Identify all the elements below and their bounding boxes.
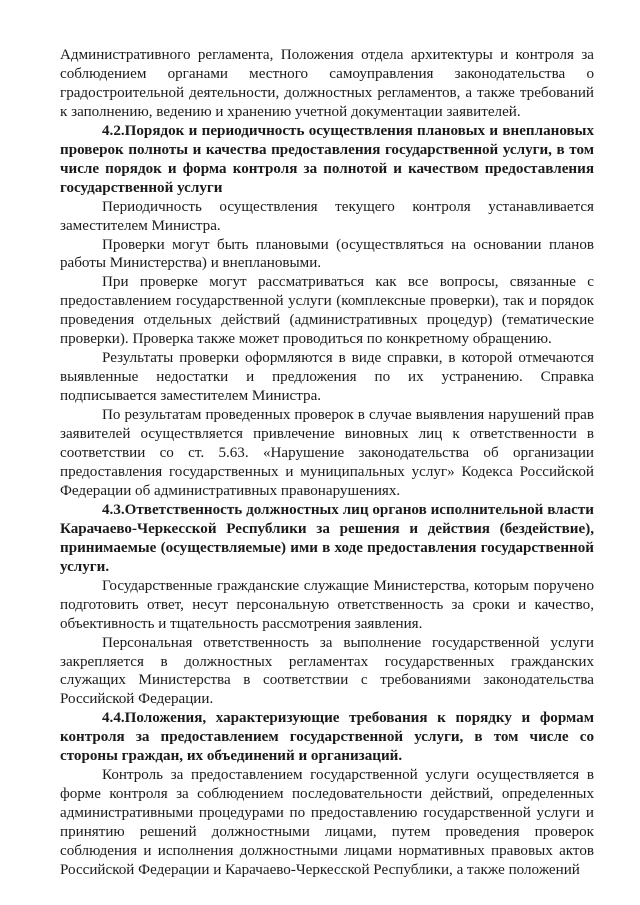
section-heading-4-4: 4.4.Положения, характеризующие требования к порядку и формам контроля за предоставлением государственной услуги, в том числе со стороны граждан, их объединений и организаций. bbox=[60, 710, 594, 765]
paragraph: Проверки могут быть плановыми (осуществляться на основании планов работы Министерства) и внеплановыми. bbox=[60, 236, 594, 272]
paragraph: При проверке могут рассматриваться как все вопросы, связанные с предоставлением государственной услуги (комплексные проверки), так и порядок проведения отдельных действий (административных процедур) (тематические проверки). Проверка также может проводиться по конкретному обращению. bbox=[60, 274, 594, 348]
section-heading-4-3: 4.3.Ответственность должностных лиц органов исполнительной власти Карачаево-Черкесской Республики за решения и действия (бездействие), принимаемые (осуществляемые) ими в ходе предоставления государственной услуги. bbox=[60, 501, 594, 575]
paragraph: По результатам проведенных проверок в случае выявления нарушений прав заявителей осуществляется привлечение виновных лиц к ответственности в соответствии со ст. 5.63. «Нарушение законодательства об организации предоставления государственных и муниципальных услуг» Кодекса Российской Федерации об административных правонарушениях. bbox=[60, 407, 594, 499]
paragraph: Персональная ответственность за выполнение государственной услуги закрепляется в должностных регламентах государственных гражданских служащих Министерства в соответствии с требованиями законодательства Российской Федерации. bbox=[60, 634, 594, 708]
paragraph: Контроль за предоставлением государственной услуги осуществляется в форме контроля за соблюдением последовательности действий, определенных административными процедурами по предоставлению государственной услуги и принятию решений должностными лицами, путем проведения проверок соблюдения и исполнения должностными лицами нормативных правовых актов Российской Федерации и Карачаево-Черкесской Республики, а также положений bbox=[60, 767, 594, 878]
paragraph-continuation: Административного регламента, Положения отдела архитектуры и контроля за соблюдением органами местного самоуправления законодательства о градостроительной деятельности, должностных регламентов, а также требований к заполнению, ведению и хранению учетной документации заявителей. bbox=[60, 47, 594, 120]
document-page bbox=[60, 46, 594, 880]
paragraph: Периодичность осуществления текущего контроля устанавливается заместителем Министра. bbox=[60, 198, 594, 234]
section-heading-4-2: 4.2.Порядок и периодичность осуществления плановых и внеплановых проверок полноты и качества предоставления государственной услуги, в том числе порядок и форма контроля за полнотой и качеством предоставления государственной услуги bbox=[60, 122, 594, 196]
paragraph: Результаты проверки оформляются в виде справки, в которой отмечаются выявленные недостатки и предложения по их устранению. Справка подписывается заместителем Министра. bbox=[60, 350, 594, 405]
paragraph: Государственные гражданские служащие Министерства, которым поручено подготовить ответ, несут персональную ответственность за сроки и качество, объективность и тщательность рассмотрения заявления. bbox=[60, 577, 594, 632]
